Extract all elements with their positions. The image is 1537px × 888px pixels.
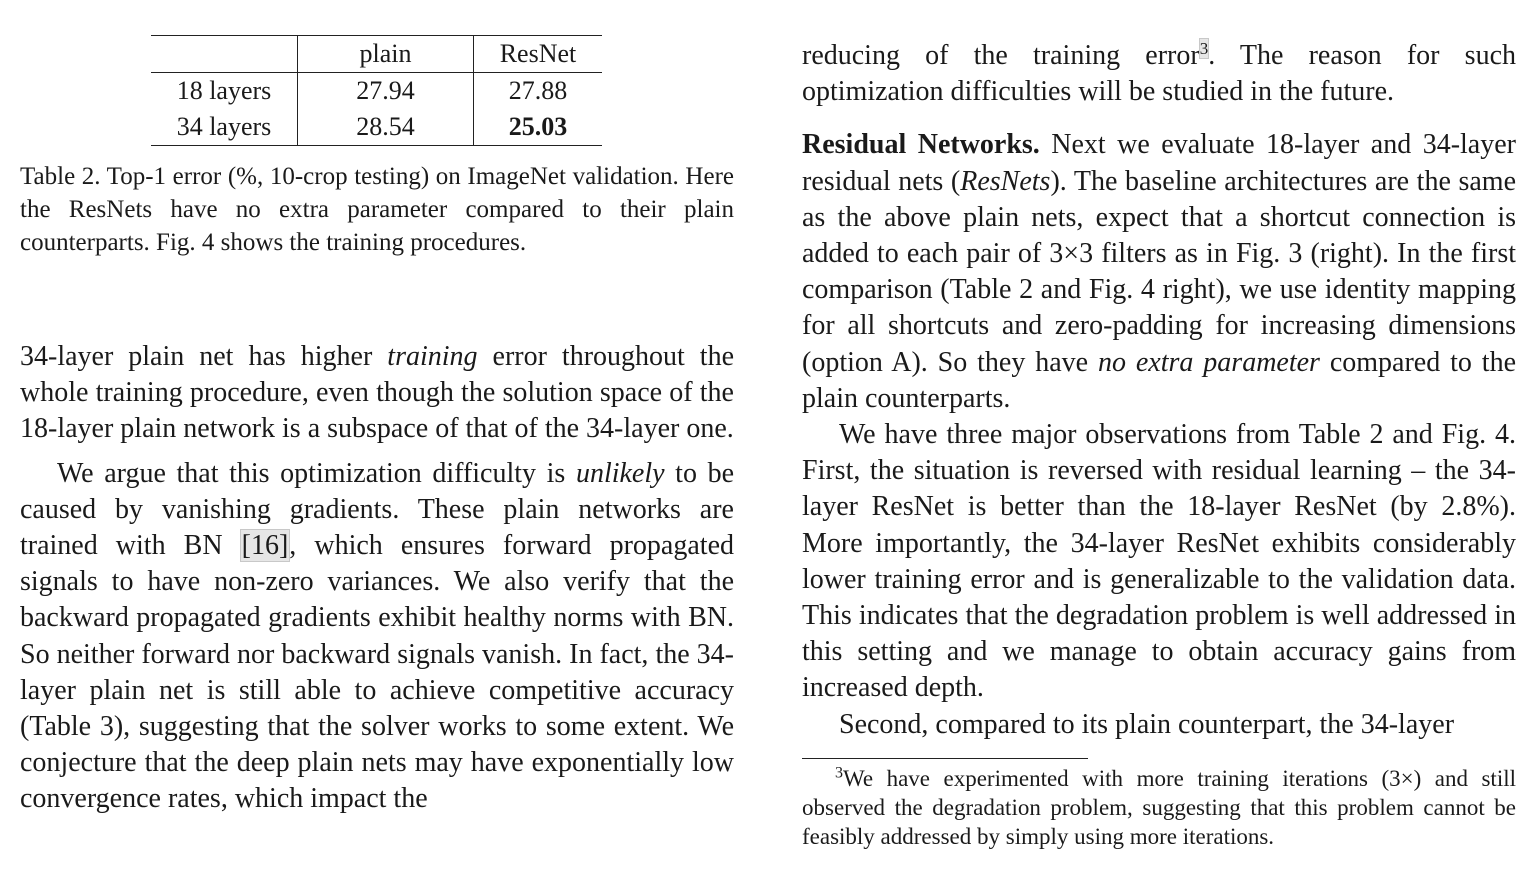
text-run: ). The baseline architectures are the same as the above plain nets, expect that a shortcut connection is added to each pair of 3×3 filters as in Fig. 3 (right). In the first comparison (Table 2 and Fig. 4 right), we use identity mapping for all shortcuts and zero-padding for increasing dimensions (option A). So they have [802, 165, 1516, 378]
emphasis: no extra parameter [1097, 346, 1320, 378]
text-run: , which ensures forward propagated signals to have non-zero variances. We also verify that the backward propagated gradients exhibit healthy norms with BN. So neither forward nor backward signals vanish. In fact, the 34-layer plain net is still able to achieve competitive accuracy (Table 3), suggesting that the solver works to some extent. We conjecture that the deep plain nets may have exponentially low convergence rates, which impact the [20, 530, 734, 815]
table-cell: 28.54 [298, 109, 474, 146]
table-header-cell: plain [298, 36, 474, 73]
table-header-cell [151, 36, 298, 73]
footnote-mark: 3 [835, 764, 843, 782]
emphasis: training [387, 341, 478, 372]
table-caption: Table 2. Top-1 error (%, 10-crop testing) on ImageNet validation. Here the ResNets have no extra parameter compared to their plain counterparts. Fig. 4 shows the training procedures. [20, 163, 734, 256]
paragraph [20, 339, 734, 448]
results-table [151, 35, 602, 146]
table-row [151, 73, 602, 110]
footnote-ref-link[interactable]: 3 [1199, 38, 1209, 58]
table-header-cell: ResNet [499, 39, 577, 68]
text-run: error throughout the whole training procedure, even though the solution space of the 18-layer plain network is a subspace of that of the 34-layer one. [20, 341, 734, 445]
footnote-text: We have experimented with more training iterations (3×) and still observed the degradation problem, suggesting that this problem cannot be feasibly addressed by simply using more iterations. [802, 766, 1516, 849]
table-cell-best: 25.03 [508, 112, 568, 141]
text-run: 34-layer plain net has higher [20, 341, 388, 372]
table-cell: 27.94 [298, 73, 474, 110]
footnote [802, 764, 1516, 851]
table-row [151, 109, 602, 146]
text-run: reducing of the training error [802, 40, 1200, 71]
text-run: to be caused by vanishing gradients. These plain networks are trained with BN [20, 457, 734, 562]
text-run: . The reason for such optimization difficulties will be studied in the future. [802, 40, 1516, 108]
text-run: We argue that this optimization difficulty is [57, 457, 576, 489]
paragraph [20, 456, 734, 818]
table-cell: 27.88 [508, 76, 568, 105]
left-body-text [20, 339, 734, 818]
paragraph [802, 127, 1516, 417]
text-run: compared to the plain counterparts. [802, 346, 1516, 414]
text-run: Next we evaluate 18-layer and 34-layer residual nets ( [802, 129, 1516, 197]
section-heading: Residual Networks. [802, 129, 1040, 161]
table-row-label: 18 layers [151, 73, 298, 110]
citation-link[interactable]: [16] [241, 530, 289, 562]
paragraph [802, 38, 1516, 110]
table-row-label: 34 layers [151, 109, 298, 146]
paragraph: We have three major observations from Table 2 and Fig. 4. First, the situation is reversed with residual learning – the 34-layer ResNet is better than the 18-layer ResNet (by 2.8%). More importantly, the 34-layer ResNet exhibits considerably lower training error and is generalizable to the validation data. This indicates that the degradation problem is well addressed in this setting and we manage to obtain accuracy gains from increased depth. [802, 419, 1516, 704]
right-body-text [802, 38, 1516, 743]
footnote-divider [802, 758, 1088, 759]
emphasis: unlikely [575, 457, 665, 489]
table-header-row [151, 36, 602, 73]
paragraph: Second, compared to its plain counterpart, the 34-layer [839, 708, 1455, 740]
emphasis: ResNets [960, 165, 1051, 197]
